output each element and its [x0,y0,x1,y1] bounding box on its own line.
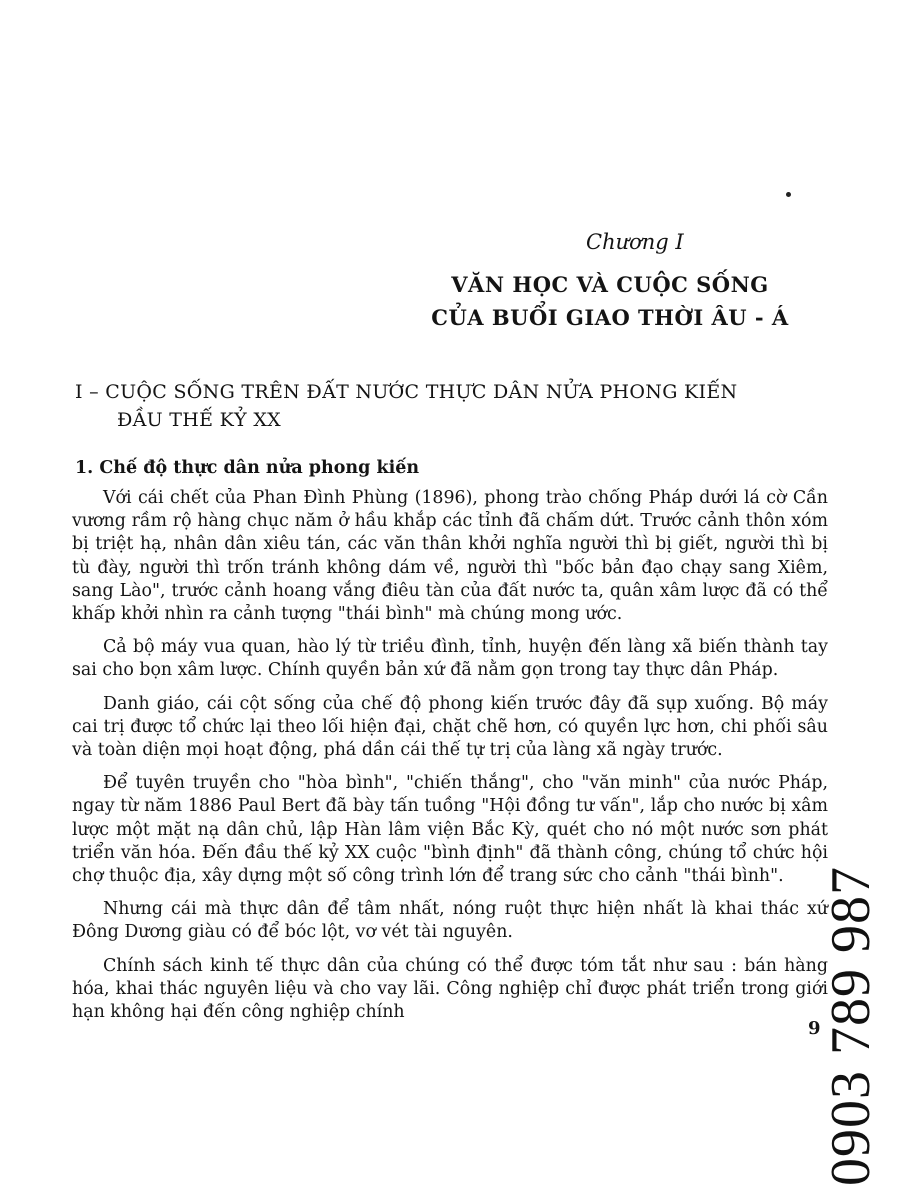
paragraph: Với cái chết của Phan Đình Phùng (1896), phong trào chống Pháp dưới lá cờ Cần vương rầm rộ hàng chục năm ở hầu khắp các tỉnh đã chấm dứt. Trước cảnh thôn xóm bị triệt hạ, nhân dân xiêu tán, các văn thân khởi nghĩa người thì bị giết, người thì bị tù đày, người thì trốn tránh không dám về, người thì "bốc bản đạo chạy sang Xiêm, sang Lào", trước cảnh hoang vắng điêu tàn của đất nước ta, quân xâm lược đã có thể khấp khởi nhìn ra cảnh tượng "thái bình" mà chúng mong ước. [72,488,828,625]
paragraph: Cả bộ máy vua quan, hào lý từ triều đình, tỉnh, huyện đến làng xã biến thành tay sai cho bọn xâm lược. Chính quyền bản xứ đã nằm gọn trong tay thực dân Pháp. [72,637,828,681]
chapter-title-line-1: VĂN HỌC VÀ CUỘC SỐNG [451,272,769,297]
chapter-title-line-2: CỦA BUỔI GIAO THỜI ÂU - Á [431,305,789,330]
subsection-title: 1. Chế độ thực dân nửa phong kiến [75,458,420,478]
section-heading-line-2: ĐẦU THẾ KỶ XX [117,409,281,431]
paragraph: Danh giáo, cái cột sống của chế độ phong kiến trước đây đã sụp xuống. Bộ máy cai trị được tổ chức lại theo lối hiện đại, chặt chẽ hơn, có quyền lực hơn, chi phối sâu và toàn diện mọi hoạt động, phá dần cái thế tự trị của làng xã ngày trước. [72,693,828,761]
page-number: 9 [808,1018,821,1039]
print-speck [786,192,791,197]
section-heading-line-1: I – CUỘC SỐNG TRÊN ĐẤT NƯỚC THỰC DÂN NỬA PHONG KIẾN [75,381,738,403]
chapter-title [420,268,800,334]
body-text [72,487,828,1034]
paragraph: Nhưng cái mà thực dân để tâm nhất, nóng ruột thực hiện nhất là khai thác xứ Đông Dương giàu có để bóc lột, vơ vét tài nguyên. [72,899,828,943]
chapter-label: Chương I [586,230,684,254]
paragraph: Để tuyên truyền cho "hòa bình", "chiến thắng", cho "văn minh" của nước Pháp, ngay từ năm 1886 Paul Bert đã bày tấn tuồng "Hội đồng tư vấn", lắp cho nước bị xâm lược một mặt nạ dân chủ, lập Hàn lâm viện Bắc Kỳ, quét cho nó một nước sơn phát triển văn hóa. Đến đầu thế kỷ XX cuộc "bình định" đã thành công, chúng tổ chức hội chợ thuộc địa, xây dựng một số công trình lớn để trang sức cho cảnh "thái bình". [72,773,828,887]
phone-watermark: 0903 789 987 [820,866,882,1186]
paragraph: Chính sách kinh tế thực dân của chúng có thể được tóm tắt như sau : bán hàng hóa, khai thác nguyên liệu và cho vay lãi. Công nghiệp chỉ được phát triển trong giới hạn không hại đến công nghiệp chính [72,955,828,1023]
section-heading [75,378,835,434]
